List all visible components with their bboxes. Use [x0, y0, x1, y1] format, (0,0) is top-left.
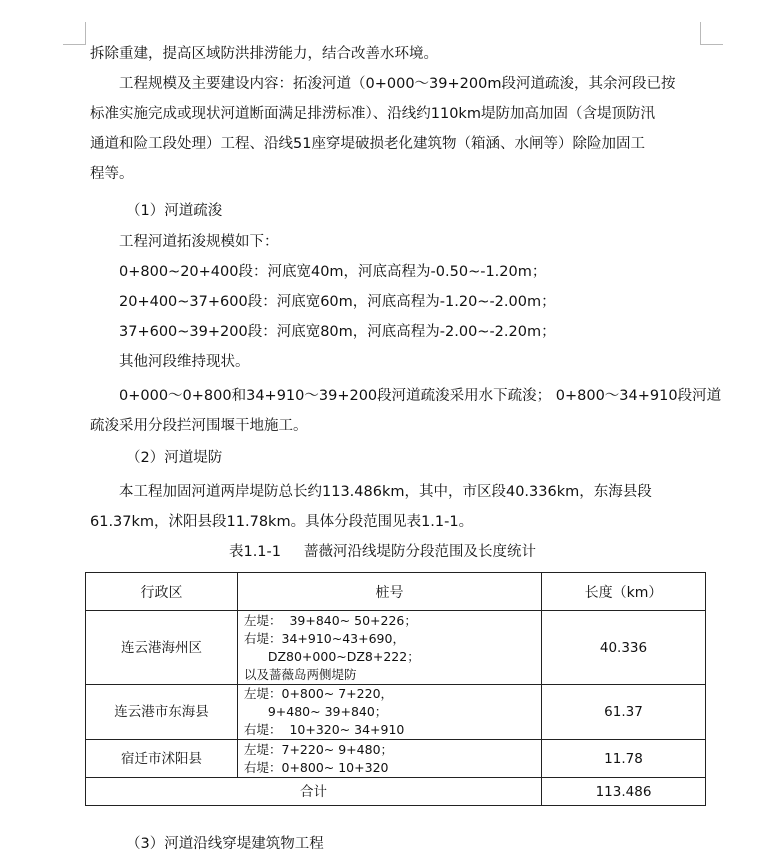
- scope-paragraph-line-3: 通道和险工段处理）工程、沿线51座穿堤破损老化建筑物（箱涵、水闸等）除险加固工: [90, 136, 645, 152]
- table-total-row: [86, 778, 706, 806]
- scope-paragraph-line-1: 工程规模及主要建设内容：拓浚河道（0+000～39+200m段河道疏浚，其余河段已按: [119, 76, 676, 92]
- dredging-segment-1: 0+800~20+400段：河底宽40m，河底高程为-0.50~-1.20m；: [119, 264, 547, 280]
- station-line: 以及蔷薇岛两侧堤防: [244, 666, 357, 682]
- embankment-table: [85, 572, 706, 806]
- embankment-paragraph-line-1: 本工程加固河道两岸堤防总长约113.486km，其中，市区段40.336km，东海县段: [119, 484, 652, 500]
- district-cell: 连云港市东海县: [86, 685, 238, 740]
- embankment-paragraph-line-2: 61.37km，沭阳县段11.78km。具体分段范围见表1.1-1。: [90, 514, 474, 530]
- station-line: 9+480~ 39+840；: [244, 704, 388, 719]
- station-line: 左堤： 39+840~ 50+226；: [244, 612, 417, 628]
- station-line: 右堤：34+910~43+690，: [244, 630, 405, 646]
- total-length: 113.486: [542, 778, 706, 806]
- table-row: [86, 740, 706, 778]
- header-station: 桩号: [238, 573, 542, 611]
- header-district: 行政区: [86, 573, 238, 611]
- table-row: [86, 611, 706, 685]
- section-heading-dredging: （1）河道疏浚: [126, 203, 223, 219]
- station-line: 左堤：0+800~ 7+220，: [244, 686, 394, 701]
- station-cell: [238, 611, 542, 685]
- length-cell: 40.336: [542, 611, 706, 685]
- table-row: [86, 685, 706, 740]
- dredging-other: 其他河段维持现状。: [119, 354, 250, 370]
- dredging-method-line-1: 0+000～0+800和34+910～39+200段河道疏浚采用水下疏浚； 0+800～34+910段河道: [119, 388, 722, 404]
- table-title: 表1.1-1 蔷薇河沿线堤防分段范围及长度统计: [228, 544, 537, 560]
- station-line: DZ80+000~DZ8+222；: [244, 648, 420, 664]
- paragraph-continuation: 拆除重建，提高区域防洪排涝能力，结合改善水环境。: [90, 46, 438, 62]
- dredging-segment-2: 20+400~37+600段：河底宽60m，河底高程为-1.20~-2.00m；: [119, 294, 556, 310]
- district-cell: 连云港海州区: [86, 611, 238, 685]
- length-cell: 11.78: [542, 740, 706, 778]
- header-length: 长度（km）: [542, 573, 706, 611]
- station-line: 左堤：7+220~ 9+480；: [244, 741, 394, 757]
- scope-paragraph-line-4: 程等。: [90, 166, 134, 182]
- station-cell: [238, 685, 542, 740]
- scope-paragraph-line-2: 标准实施完成或现状河道断面满足排涝标准）、沿线约110km堤防加高加固（含堤顶防汛: [90, 106, 655, 122]
- dredging-segment-3: 37+600~39+200段：河底宽80m，河底高程为-2.00~-2.20m；: [119, 324, 556, 340]
- table-header-row: [86, 573, 706, 611]
- dredging-method-line-2: 疏浚采用分段拦河围堰干地施工。: [90, 418, 308, 434]
- section-heading-embankment: （2）河道堤防: [126, 450, 223, 466]
- length-cell: 61.37: [542, 685, 706, 740]
- section-heading-structures: （3）河道沿线穿堤建筑物工程: [126, 836, 324, 852]
- crop-mark-top-left: [63, 22, 86, 45]
- total-label: 合计: [86, 778, 542, 806]
- station-line: 右堤：0+800~ 10+320: [244, 759, 389, 775]
- district-cell: 宿迁市沭阳县: [86, 740, 238, 778]
- dredging-intro: 工程河道拓浚规模如下：: [119, 234, 279, 250]
- station-line: 右堤： 10+320~ 34+910: [244, 722, 405, 737]
- station-cell: [238, 740, 542, 778]
- crop-mark-top-right: [700, 22, 723, 45]
